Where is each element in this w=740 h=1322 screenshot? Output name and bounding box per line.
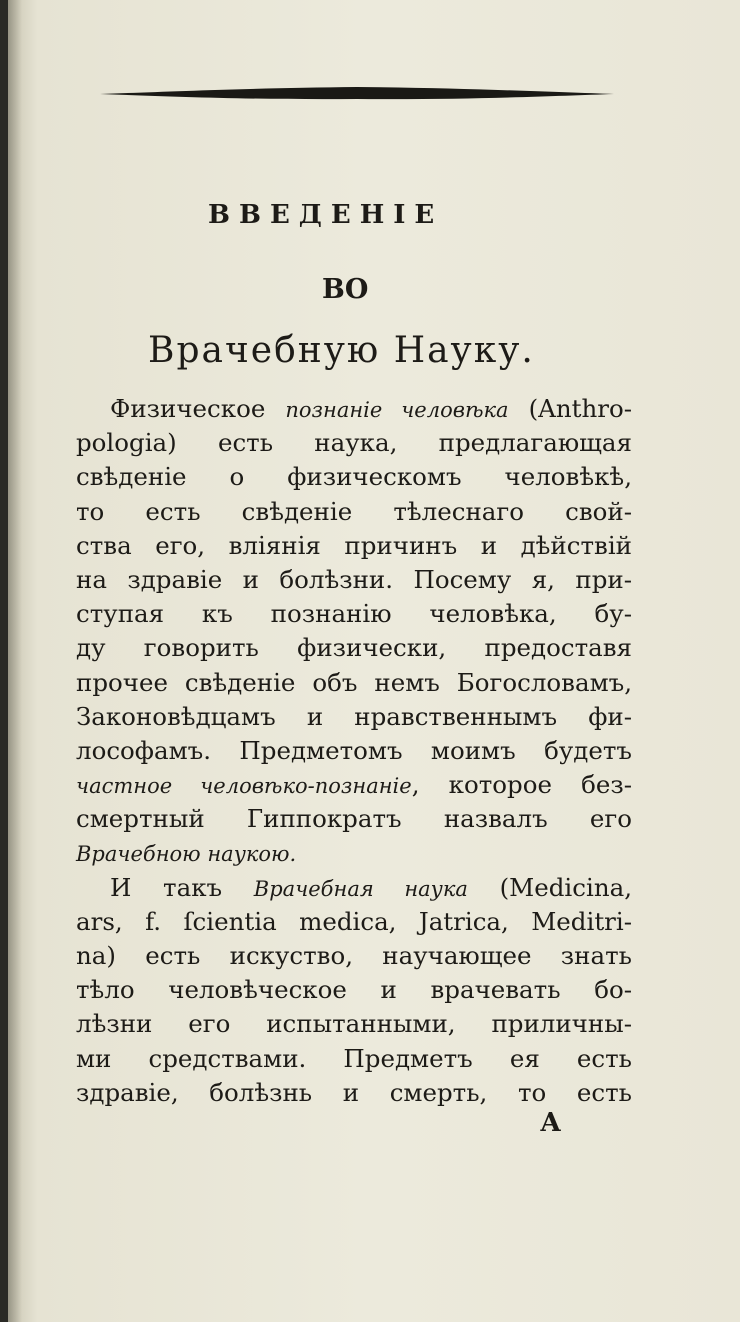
text-run: прочее свѣденіе объ немъ Богословамъ, <box>76 667 632 697</box>
text-run: на здравіе и болѣзни. Посему я, при- <box>76 564 632 594</box>
text-line <box>76 1076 632 1110</box>
italic-text: Врачебная наука <box>253 876 468 901</box>
text-run: то есть свѣденіе тѣлеснаго свой- <box>76 496 632 526</box>
text-run: ду говорить физически, предоставя <box>76 633 632 663</box>
text-run: ступая къ познанію человѣка, бу- <box>76 599 632 629</box>
text-line <box>76 392 632 426</box>
paragraph-1 <box>76 392 632 871</box>
text-line <box>76 1007 632 1041</box>
text-run: Законовѣдцамъ и нравственнымъ фи- <box>76 701 632 731</box>
decorative-rule <box>100 86 614 100</box>
text-run: лѣзни его испытанными, приличны- <box>76 1009 632 1039</box>
paragraph-2 <box>76 871 632 1110</box>
text-line <box>76 426 632 460</box>
text-run: свѣденіе о физическомъ человѣкѣ, <box>76 462 632 492</box>
text-line <box>76 529 632 563</box>
book-page <box>8 0 740 1322</box>
text-line <box>76 1042 632 1076</box>
text-line <box>76 768 632 802</box>
body-text <box>76 392 632 1110</box>
text-run: тѣло человѣческое и врачевать бо- <box>76 975 632 1005</box>
text-run: И такъ <box>110 872 254 902</box>
text-run: (Medicina, <box>467 872 632 902</box>
text-line <box>76 666 632 700</box>
text-run: ars, f. ſcientia medica, Jatrica, Meditri- <box>76 906 632 936</box>
text-run: лософамъ. Предметомъ моимъ будетъ <box>76 735 632 765</box>
text-line <box>76 871 632 905</box>
text-run: (Anthro- <box>508 394 632 423</box>
text-run: na) есть искуство, научающее знать <box>76 941 632 970</box>
text-line <box>76 460 632 494</box>
text-line <box>76 973 632 1007</box>
italic-text: Врачебною наукою. <box>76 842 297 867</box>
text-line <box>76 939 632 973</box>
italic-text: частное человѣко-познаніе <box>76 774 412 799</box>
text-run: , которое без- <box>411 770 632 800</box>
page-subtitle: ВО <box>322 274 369 305</box>
italic-text: познаніе человѣка <box>285 398 509 422</box>
text-line <box>76 734 632 768</box>
text-run: Физическое <box>110 394 286 423</box>
text-run: здравіе, болѣзнь и смерть, то есть <box>76 1077 632 1107</box>
text-run: ства его, вліянія причинъ и дѣйствій <box>76 530 632 560</box>
text-line <box>76 836 632 870</box>
text-line <box>76 563 632 597</box>
text-run: ми средствами. Предметъ ея есть <box>76 1043 632 1073</box>
text-run: смертный Гиппократъ назвалъ его <box>76 804 632 834</box>
signature-mark: А <box>540 1108 562 1138</box>
text-line <box>76 495 632 529</box>
text-line <box>76 905 632 939</box>
section-heading: Врачебную Науку. <box>148 330 535 371</box>
text-line <box>76 700 632 734</box>
text-line <box>76 802 632 836</box>
text-run: pologia) есть наука, предлагающая <box>76 428 632 458</box>
text-line <box>76 597 632 631</box>
text-line <box>76 631 632 665</box>
page-title: ВВЕДЕНІЕ <box>208 200 444 230</box>
